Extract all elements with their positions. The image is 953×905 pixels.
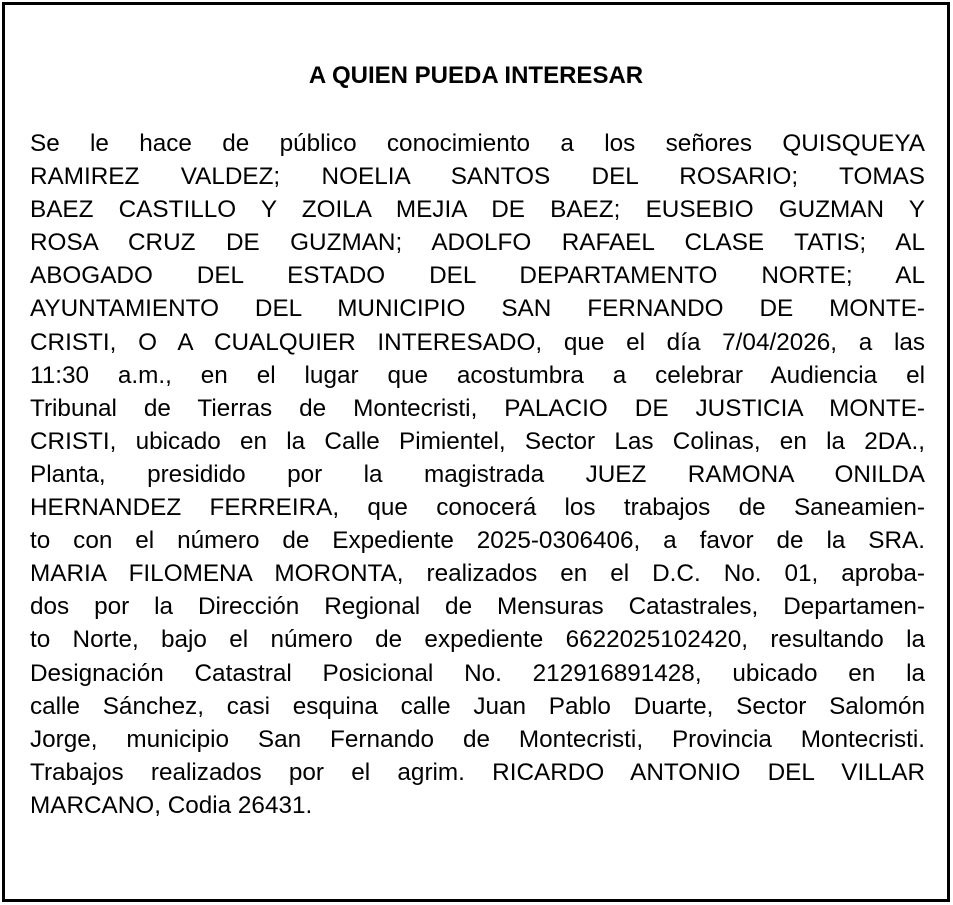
body-line: BAEZ CASTILLO Y ZOILA MEJIA DE BAEZ; EUSEBIO GUZMAN Y: [30, 196, 925, 224]
body-line: ABOGADO DEL ESTADO DEL DEPARTAMENTO NORTE; AL: [30, 262, 925, 290]
body-line: to Norte, bajo el número de expediente 6622025102420, resultando la: [30, 626, 925, 654]
body-line: dos por la Dirección Regional de Mensuras Catastrales, Departamen-: [30, 593, 925, 621]
body-line: MARCANO, Codia 26431.: [30, 791, 313, 819]
body-line: Designación Catastral Posicional No. 212916891428, ubicado en la: [30, 659, 925, 687]
body-line: Planta, presidido por la magistrada JUEZ RAMONA ONILDA: [30, 460, 925, 488]
body-line: Trabajos realizados por el agrim. RICARDO ANTONIO DEL VILLAR: [30, 758, 925, 786]
body-line: ROSA CRUZ DE GUZMAN; ADOLFO RAFAEL CLASE TATIS; AL: [30, 229, 925, 257]
body-line: calle Sánchez, casi esquina calle Juan Pablo Duarte, Sector Salomón: [30, 692, 925, 720]
body-line: MARIA FILOMENA MORONTA, realizados en el D.C. No. 01, aproba-: [30, 560, 925, 588]
notice-body: [30, 127, 925, 822]
body-line: HERNANDEZ FERREIRA, que conocerá los trabajos de Saneamien-: [30, 494, 925, 522]
body-line: Se le hace de público conocimiento a los señores QUISQUEYA: [30, 130, 925, 157]
body-line: to con el número de Expediente 2025-0306406, a favor de la SRA.: [30, 527, 925, 555]
body-line: Tribunal de Tierras de Montecristi, PALACIO DE JUSTICIA MONTE-: [30, 394, 925, 422]
body-line: CRISTI, ubicado en la Calle Pimientel, Sector Las Colinas, en la 2DA.,: [30, 427, 925, 455]
body-line: 11:30 a.m., en el lugar que acostumbra a celebrar Audiencia el: [30, 361, 925, 389]
notice-title: A QUIEN PUEDA INTERESAR: [308, 62, 644, 89]
body-line: CRISTI, O A CUALQUIER INTERESADO, que el día 7/04/2026, a las: [30, 328, 925, 356]
notice-frame: [2, 2, 950, 902]
body-line: Jorge, municipio San Fernando de Montecristi, Provincia Montecristi.: [30, 725, 925, 753]
body-line: RAMIREZ VALDEZ; NOELIA SANTOS DEL ROSARIO; TOMAS: [30, 163, 925, 191]
body-line: AYUNTAMIENTO DEL MUNICIPIO SAN FERNANDO DE MONTE-: [30, 295, 925, 323]
